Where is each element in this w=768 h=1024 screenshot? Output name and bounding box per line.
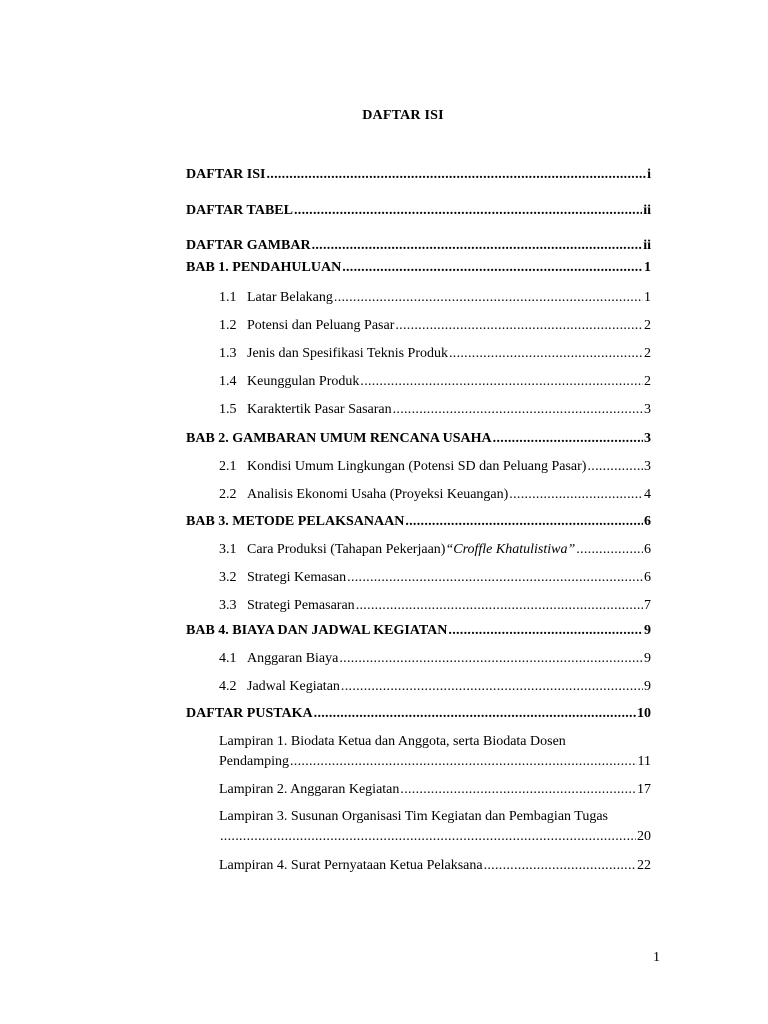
dot-leader bbox=[484, 857, 636, 875]
toc-page-number: 3 bbox=[644, 459, 651, 474]
toc-entry-text: Jenis dan Spesifikasi Teknis Produk bbox=[247, 346, 448, 361]
toc-entry-text: DAFTAR GAMBAR bbox=[186, 238, 311, 253]
toc-entry-text: Lampiran 4. Surat Pernyataan Ketua Pelaksana bbox=[219, 858, 483, 873]
dot-leader bbox=[314, 705, 636, 723]
toc-section-number: 1.5 bbox=[219, 402, 237, 417]
toc-page-number: 9 bbox=[644, 679, 651, 694]
dot-leader bbox=[266, 166, 646, 184]
toc-subentry-1-1 bbox=[219, 289, 651, 307]
toc-section-number: 3.3 bbox=[219, 598, 237, 613]
toc-page-number: 2 bbox=[644, 374, 651, 389]
toc-entry-text: Jadwal Kegiatan bbox=[247, 679, 340, 694]
toc-page-number: 17 bbox=[637, 782, 651, 797]
toc-entry-text: Keunggulan Produk bbox=[247, 374, 360, 389]
toc-appendix-1-line-2 bbox=[219, 753, 651, 771]
toc-entry-text: Strategi Kemasan bbox=[247, 570, 347, 585]
toc-entry-text: Potensi dan Peluang Pasar bbox=[247, 318, 395, 333]
dot-leader bbox=[576, 541, 643, 559]
toc-page-number: 6 bbox=[644, 570, 651, 585]
dot-leader bbox=[290, 753, 637, 771]
toc-entry-daftar-isi bbox=[186, 166, 651, 184]
toc-page-number: 1 bbox=[644, 260, 651, 275]
toc-section-number: 1.4 bbox=[219, 374, 237, 389]
toc-appendix-3-line-1: Lampiran 3. Susunan Organisasi Tim Kegiatan dan Pembagian Tugas bbox=[219, 809, 608, 824]
toc-entry-text: Cara Produksi (Tahapan Pekerjaan) bbox=[247, 542, 446, 557]
page-title: DAFTAR ISI bbox=[362, 108, 444, 123]
toc-appendix-3-line-2 bbox=[219, 828, 651, 846]
toc-subentry-1-5 bbox=[219, 401, 651, 419]
toc-section-number: 1.3 bbox=[219, 346, 237, 361]
toc-entry-text: Anggaran Biaya bbox=[247, 651, 339, 666]
toc-section-number: 3.2 bbox=[219, 570, 237, 585]
dot-leader bbox=[294, 202, 642, 220]
toc-entry-text: Latar Belakang bbox=[247, 290, 333, 305]
toc-subentry-1-4 bbox=[219, 373, 651, 391]
toc-subentry-1-3 bbox=[219, 345, 651, 363]
toc-subentry-3-2 bbox=[219, 569, 651, 587]
toc-entry-text: Kondisi Umum Lingkungan (Potensi SD dan Peluang Pasar) bbox=[247, 459, 587, 474]
toc-entry-text: DAFTAR PUSTAKA bbox=[186, 706, 313, 721]
toc-entry-text: Karaktertik Pasar Sasaran bbox=[247, 402, 392, 417]
toc-entry-text: DAFTAR ISI bbox=[186, 167, 266, 182]
dot-leader bbox=[360, 373, 643, 391]
toc-appendix-2 bbox=[219, 781, 651, 799]
toc-entry-daftar-pustaka bbox=[186, 705, 651, 723]
toc-entry-text: Strategi Pemasaran bbox=[247, 598, 355, 613]
toc-page-number: 2 bbox=[644, 346, 651, 361]
toc-section-number: 2.2 bbox=[219, 487, 237, 502]
toc-page-number: i bbox=[647, 167, 651, 182]
dot-leader bbox=[395, 317, 643, 335]
dot-leader bbox=[400, 781, 636, 799]
page-number: 1 bbox=[653, 950, 660, 965]
toc-subentry-3-3 bbox=[219, 597, 651, 615]
toc-section-number: 4.2 bbox=[219, 679, 237, 694]
toc-page-number: 3 bbox=[644, 431, 651, 446]
toc-entry-text: DAFTAR TABEL bbox=[186, 203, 293, 218]
toc-entry-daftar-tabel bbox=[186, 202, 651, 220]
toc-page-number: 20 bbox=[637, 829, 651, 844]
toc-entry-text: BAB 4. BIAYA DAN JADWAL KEGIATAN bbox=[186, 623, 448, 638]
toc-subentry-4-1 bbox=[219, 650, 651, 668]
toc-page-number: 4 bbox=[644, 487, 651, 502]
toc-page-number: 3 bbox=[644, 402, 651, 417]
dot-leader bbox=[347, 569, 643, 587]
toc-entry-text: Lampiran 2. Anggaran Kegiatan bbox=[219, 782, 400, 797]
toc-section-number: 1.1 bbox=[219, 290, 237, 305]
toc-page-number: 1 bbox=[644, 290, 651, 305]
dot-leader bbox=[509, 486, 643, 504]
toc-page-number: ii bbox=[643, 203, 651, 218]
toc-section-number: 3.1 bbox=[219, 542, 237, 557]
toc-section-number: 2.1 bbox=[219, 459, 237, 474]
toc-subentry-2-1 bbox=[219, 458, 651, 476]
toc-entry-text: BAB 1. PENDAHULUAN bbox=[186, 260, 342, 275]
toc-page-number: ii bbox=[643, 238, 651, 253]
toc-appendix-4 bbox=[219, 857, 651, 875]
toc-section-number: 1.2 bbox=[219, 318, 237, 333]
toc-page-number: 10 bbox=[637, 706, 651, 721]
toc-page-number: 11 bbox=[637, 754, 651, 769]
dot-leader bbox=[405, 513, 643, 531]
dot-leader bbox=[393, 401, 643, 419]
dot-leader bbox=[493, 430, 643, 448]
toc-page-number: 9 bbox=[644, 651, 651, 666]
toc-appendix-1-line-1: Lampiran 1. Biodata Ketua dan Anggota, serta Biodata Dosen bbox=[219, 734, 566, 749]
toc-entry-text: BAB 2. GAMBARAN UMUM RENCANA USAHA bbox=[186, 431, 492, 446]
toc-page-number: 7 bbox=[644, 598, 651, 613]
toc-page-number: 9 bbox=[644, 623, 651, 638]
toc-page-number: 22 bbox=[637, 858, 651, 873]
dot-leader bbox=[339, 650, 643, 668]
dot-leader bbox=[587, 458, 643, 476]
toc-subentry-4-2 bbox=[219, 678, 651, 696]
dot-leader bbox=[312, 237, 643, 255]
toc-subentry-3-1 bbox=[219, 541, 651, 559]
dot-leader bbox=[220, 828, 636, 846]
dot-leader bbox=[448, 622, 643, 640]
toc-entry-text: BAB 3. METODE PELAKSANAAN bbox=[186, 514, 405, 529]
toc-subentry-2-2 bbox=[219, 486, 651, 504]
toc-page-number: 2 bbox=[644, 318, 651, 333]
toc-entry-text: Analisis Ekonomi Usaha (Proyeksi Keuangan) bbox=[247, 487, 509, 502]
toc-entry-italic-text: “Croffle Khatulistiwa” bbox=[445, 542, 576, 557]
toc-page-number: 6 bbox=[644, 514, 651, 529]
toc-entry-bab-4 bbox=[186, 622, 651, 640]
toc-entry-bab-2 bbox=[186, 430, 651, 448]
dot-leader bbox=[356, 597, 643, 615]
dot-leader bbox=[341, 678, 643, 696]
toc-entry-daftar-gambar bbox=[186, 237, 651, 255]
toc-entry-bab-3 bbox=[186, 513, 651, 531]
toc-section-number: 4.1 bbox=[219, 651, 237, 666]
toc-entry-text: Pendamping bbox=[219, 754, 289, 769]
toc-entry-bab-1 bbox=[186, 259, 651, 277]
dot-leader bbox=[342, 259, 643, 277]
toc-subentry-1-2 bbox=[219, 317, 651, 335]
toc-page-number: 6 bbox=[644, 542, 651, 557]
dot-leader bbox=[334, 289, 643, 307]
dot-leader bbox=[449, 345, 643, 363]
